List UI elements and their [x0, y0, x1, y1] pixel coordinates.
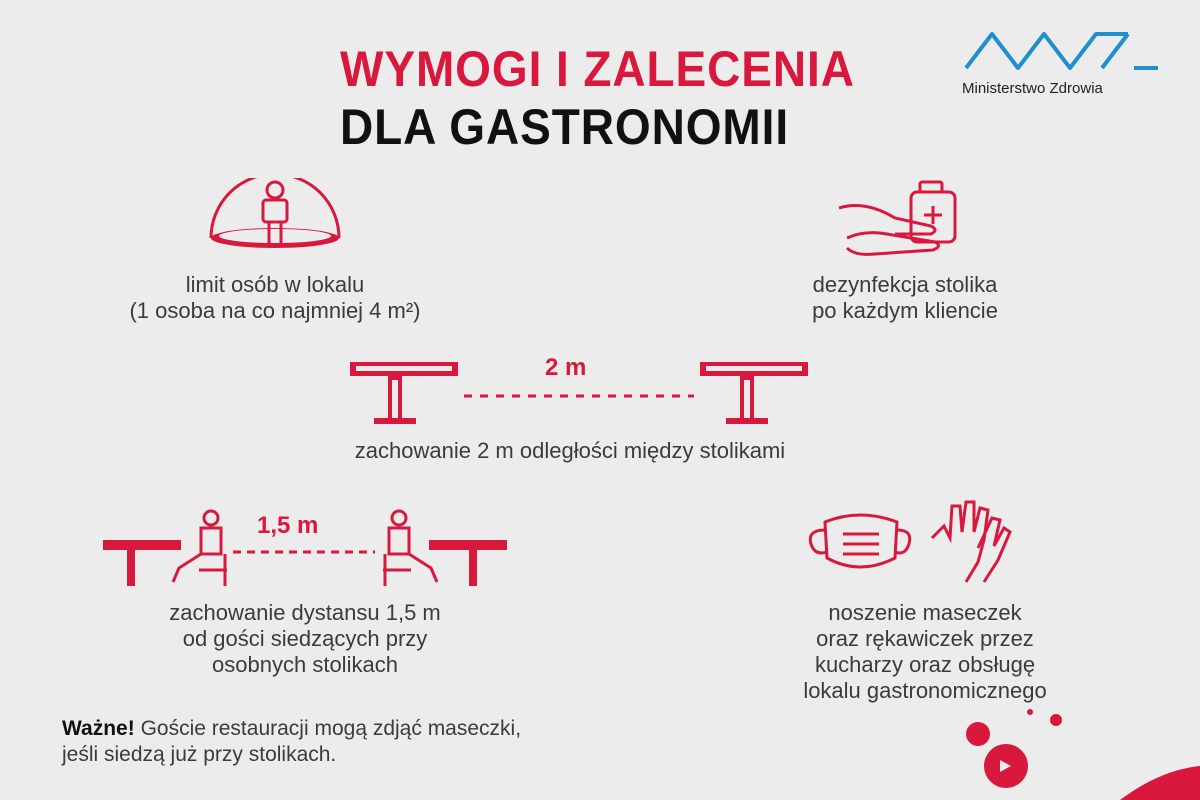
logo-text: Ministerstwo Zdrowia [962, 80, 1103, 97]
face-mask-icon [805, 500, 915, 580]
sanitizer-hand-icon [835, 178, 970, 258]
gloves-icon [922, 498, 1012, 586]
caption-masks-line3: kucharzy oraz obsługę [814, 652, 1036, 677]
seated-person-icon [173, 511, 227, 586]
caption-limit-line1: limit osób w lokalu [185, 272, 365, 297]
table-icon [103, 540, 181, 586]
caption-guests-line3: osobnych stolikach [212, 652, 398, 677]
caption-guests-line1: zachowanie dystansu 1,5 m [169, 600, 441, 625]
table-icon [350, 362, 458, 424]
caption-tables-distance: zachowanie 2 m odległości między stolikami [354, 438, 786, 463]
distance-label-2m: 2 m [545, 354, 587, 381]
important-line2: jeśli siedzą już przy stolikach. [62, 743, 337, 766]
page-title-line1: WYMOGI I ZALECENIA [340, 41, 855, 97]
important-label: Ważne! [62, 717, 135, 740]
caption-limit-line2: (1 osoba na co najmniej 4 m²) [129, 298, 421, 323]
seated-person-icon [383, 511, 437, 586]
caption-disinfection-line2: po każdym kliencie [812, 298, 998, 323]
caption-masks-line4: lokalu gastronomicznego [803, 678, 1047, 703]
important-line1: Goście restauracji mogą zdjąć maseczki, [134, 717, 522, 740]
page-title-line2: DLA GASTRONOMII [340, 99, 790, 155]
decorative-blobs [960, 700, 1200, 800]
important-note [62, 716, 521, 768]
caption-disinfection-line1: dezynfekcja stolika [812, 272, 998, 297]
table-icon [700, 362, 808, 424]
table-icon [429, 540, 507, 586]
caption-masks-line1: noszenie maseczek [828, 600, 1022, 625]
caption-guests-line2: od gości siedzących przy [182, 626, 428, 651]
caption-masks-line2: oraz rękawiczek przez [816, 626, 1034, 651]
person-area-icon [205, 178, 345, 258]
distance-label-1-5m: 1,5 m [257, 512, 319, 539]
